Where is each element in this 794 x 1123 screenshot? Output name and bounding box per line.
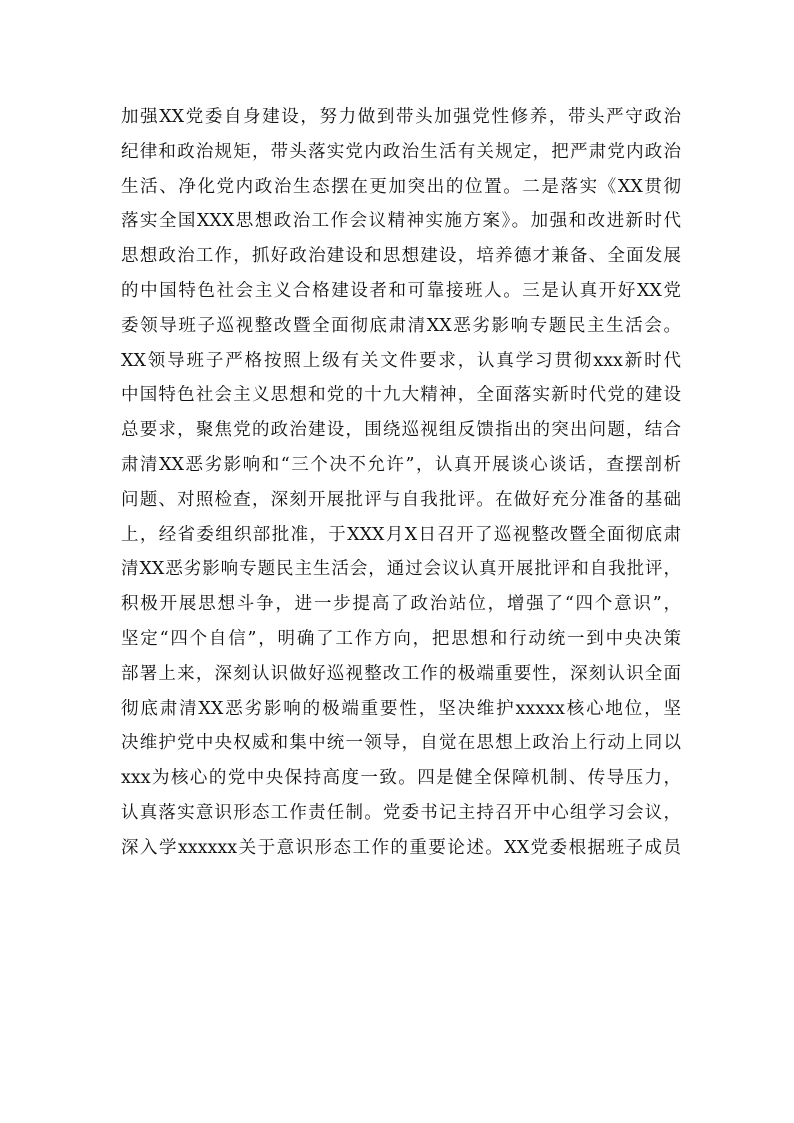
- text-line: 的中国特色社会主义合格建设者和可靠接班人。三是认真开好XX党: [121, 280, 681, 301]
- text-line: 肃清XX恶劣影响和“三个决不允许”，认真开展谈心谈话，查摆剖析: [121, 454, 681, 475]
- text-line: xxx为核心的党中央保持高度一致。四是健全保障机制、传导压力，: [121, 768, 681, 789]
- text-line: 纪律和政治规矩，带头落实党内政治生活有关规定，把严肃党内政治: [121, 141, 681, 162]
- text-line: 坚定“四个自信”，明确了工作方向，把思想和行动统一到中央决策: [121, 628, 681, 649]
- text-line: 决维护党中央权威和集中统一领导，自觉在思想上政治上行动上同以: [121, 733, 681, 754]
- text-line: 深入学xxxxxx关于意识形态工作的重要论述。XX党委根据班子成员: [121, 837, 681, 858]
- text-line: 认真落实意识形态工作责任制。党委书记主持召开中心组学习会议，: [121, 802, 681, 823]
- text-line: 问题、对照检查，深刻开展批评与自我批评。在做好充分准备的基础: [121, 489, 681, 510]
- text-line: 积极开展思想斗争，进一步提高了政治站位，增强了“四个意识”，: [121, 594, 681, 615]
- text-line: 加强XX党委自身建设，努力做到带头加强党性修养，带头严守政治: [121, 107, 681, 127]
- text-line: 落实全国XXX思想政治工作会议精神实施方案》。加强和改进新时代: [121, 211, 681, 232]
- text-line: 彻底肃清XX恶劣影响的极端重要性，坚决维护xxxxx核心地位，坚: [121, 698, 681, 719]
- text-line: 部署上来，深刻认识做好巡视整改工作的极端重要性，深刻认识全面: [121, 663, 681, 684]
- body-text: [121, 100, 681, 866]
- text-line: 总要求，聚焦党的政治建设，围绕巡视组反馈指出的突出问题，结合: [121, 420, 681, 441]
- text-line: 委领导班子巡视整改暨全面彻底肃清XX恶劣影响专题民主生活会。: [121, 315, 681, 336]
- text-line: 生活、净化党内政治生态摆在更加突出的位置。二是落实《XX贯彻: [121, 176, 681, 197]
- text-line: 清XX恶劣影响专题民主生活会，通过会议认真开展批评和自我批评，: [121, 559, 681, 580]
- text-line: 思想政治工作，抓好政治建设和思想建设，培养德才兼备、全面发展: [121, 246, 681, 267]
- text-line: 上，经省委组织部批准，于XXX月X日召开了巡视整改暨全面彻底肃: [121, 524, 681, 545]
- text-line: XX领导班子严格按照上级有关文件要求，认真学习贯彻xxx新时代: [121, 350, 681, 371]
- text-line: 中国特色社会主义思想和党的十九大精神，全面落实新时代党的建设: [121, 385, 681, 406]
